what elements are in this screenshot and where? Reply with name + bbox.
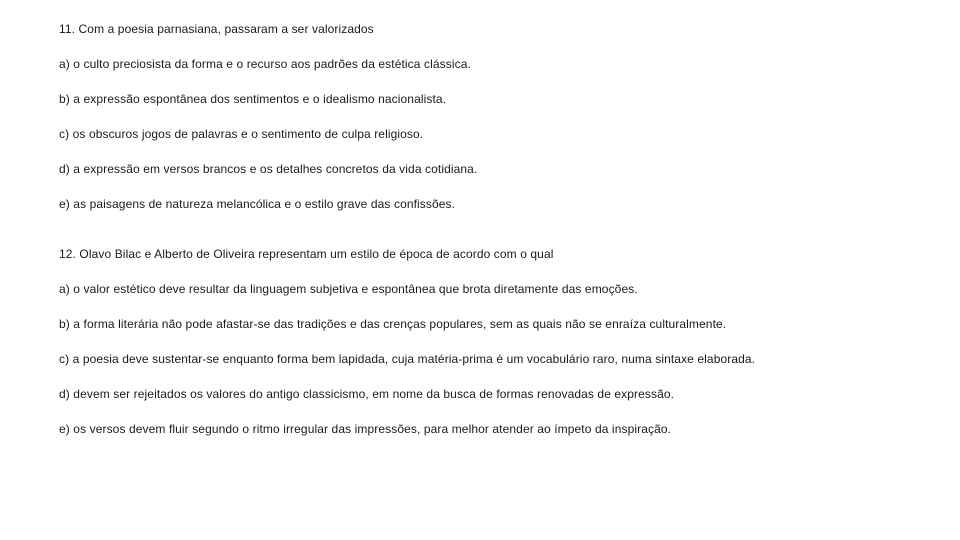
- question-12-option-a: a) o valor estético deve resultar da linguagem subjetiva e espontânea que brota diretamente das emoções.: [59, 282, 638, 296]
- question-12-option-d: d) devem ser rejeitados os valores do antigo classicismo, em nome da busca de formas renovadas de expressão.: [59, 387, 675, 401]
- question-12-option-c: c) a poesia deve sustentar-se enquanto forma bem lapidada, cuja matéria-prima é um vocabulário raro, numa sintaxe elaborada.: [59, 352, 756, 366]
- question-11-option-e: e) as paisagens de natureza melancólica e o estilo grave das confissões.: [59, 197, 456, 211]
- document-page: [59, 22, 939, 437]
- question-12: [59, 247, 939, 437]
- question-11-option-b: b) a expressão espontânea dos sentimentos e o idealismo nacionalista.: [59, 92, 447, 106]
- question-12-stem: 12. Olavo Bilac e Alberto de Oliveira representam um estilo de época de acordo com o qual: [59, 247, 554, 261]
- question-12-option-e: e) os versos devem fluir segundo o ritmo irregular das impressões, para melhor atender ao ímpeto da inspiração.: [59, 422, 672, 436]
- question-12-option-b: b) a forma literária não pode afastar-se das tradições e das crenças populares, sem as quais não se enraíza culturalmente.: [59, 317, 727, 331]
- question-11-option-c: c) os obscuros jogos de palavras e o sentimento de culpa religioso.: [59, 127, 424, 141]
- question-11-stem: 11. Com a poesia parnasiana, passaram a ser valorizados: [59, 22, 374, 36]
- question-11: [59, 22, 939, 212]
- question-11-option-a: a) o culto preciosista da forma e o recurso aos padrões da estética clássica.: [59, 57, 471, 71]
- question-11-option-d: d) a expressão em versos brancos e os detalhes concretos da vida cotidiana.: [59, 162, 478, 176]
